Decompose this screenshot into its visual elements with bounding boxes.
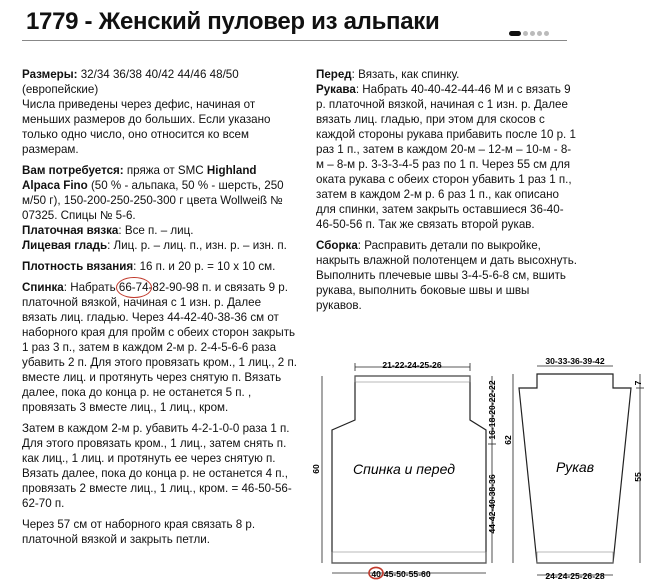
page-dot [530, 31, 535, 36]
body-bottom-width [371, 569, 430, 579]
body-piece-outline [332, 376, 486, 563]
red-circle-mark-schematic [369, 567, 383, 578]
right-column [316, 67, 578, 319]
sleeve-piece-outline [519, 374, 631, 563]
circled-stitch-text: 66-74 [118, 281, 149, 294]
left-column [22, 67, 297, 553]
page-dot [537, 31, 542, 36]
gauge-paragraph [22, 259, 297, 274]
sleeve-lower-height: 55 [633, 472, 643, 482]
gauge-text: : 16 п. и 20 р. = 10 х 10 см. [133, 260, 276, 273]
back-final-paragraph [22, 517, 297, 547]
sleeve-top-width: 30-33-36-39-42 [545, 356, 605, 366]
garter-label: Платочная вязка [22, 224, 119, 237]
body-bottom-circled-value: 40 [371, 569, 381, 579]
front-text: : Вязать, как спинку. [351, 68, 460, 81]
body-hem-band [332, 552, 486, 563]
sleeve-cuff-band [537, 552, 613, 563]
side-length: 44-42-40-38-36 [487, 474, 497, 534]
body-height: 60 [311, 464, 321, 474]
materials-label: Вам потребуется: [22, 164, 124, 177]
materials-paragraph [22, 163, 297, 253]
sizes-text: 32/34 36/38 40/42 44/46 48/50 (европейские) [22, 68, 239, 96]
sleeves-text: : Набрать 40-40-42-44-46 М и с вязать 9 р. платочной вязкой, начиная с 1 изн. р. Далее вязать лиц. гладью, при этом для скосов с каждой стороны рукава прибавить после 10 р. 1 раз 1 п., затем в каждом 20-м – 12-м – 10-м - 8-м – 8-м р. 3-3-3-4-5 раз по 1 п. Через 55 см для оката рукава с обеих сторон убавить 1 раз 1 п., затем в каждом 2-м р. 6 раз 1 п., как описано для спинки, затем закрыть оставшиеся 36-40-46-50-56 п. Так же связать второй рукав. [316, 83, 576, 231]
front-paragraph [316, 67, 578, 232]
page-dot [544, 31, 549, 36]
page-dot [523, 31, 528, 36]
sizes-note: Числа приведены через дефис, начиная от меньших размеров до больших. Если указано только одно число, оно относится ко всем размерам. [22, 98, 271, 156]
red-circle-mark [116, 277, 152, 298]
stockinette-label: Лицевая гладь [22, 239, 108, 252]
sleeve-cap-height: 7 [633, 380, 643, 386]
materials-brand: Highland Alpaca Fino [22, 164, 257, 192]
assembly-paragraph [316, 238, 578, 313]
front-label: Перед [316, 68, 352, 81]
garter-text: : Все п. – лиц. [118, 224, 194, 237]
body-neck-band [355, 376, 470, 382]
body-bottom-remaining-values: -45-50-55-60 [380, 569, 431, 579]
armhole-depth: 16-18-20-22-22 [487, 380, 497, 440]
materials-text-a: пряжа от SMC [123, 164, 207, 177]
back-text-2: Затем в каждом 2-м р. убавить 4-2-1-0-0 раза 1 п. Для этого провязать кром., 1 лиц., затем снять п. как лиц., 1 лиц. и протянуть ее через снятую п. Вязать далее, пока до конца р. не останется 4 п., провязать 2 вместе лиц., 1 лиц., кром. = 46-50-56-62-70 п. [22, 422, 292, 510]
back-paragraph [22, 280, 297, 415]
assembly-label: Сборка [316, 239, 358, 252]
sleeves-label: Рукава [316, 83, 356, 96]
sizes-label: Размеры: [22, 68, 78, 81]
page-indicator [509, 31, 549, 36]
gauge-label: Плотность вязания [22, 260, 134, 273]
back-text-1: -82-90-98 п. и связать 9 р. платочной вязкой, начиная с 1 изн. р. Далее вязать лиц. гладью. Через 44-42-40-38-36 см от наборного края для пройм с обеих сторон закрыть 1 раз 3 п., затем в каждом 2-м р. 2-4-5-6-6 раза убавить 2 п. Для этого провязать кром., 1 лиц., 2 п. вместе лиц. и протянуть через снятую п. Вязать далее, пока до конца р. не останется 5 п. , провязать 3 вместе лиц., 1 лиц., кром. [22, 281, 297, 414]
back-label: Спинка [22, 281, 64, 294]
stockinette-text: : Лиц. р. – лиц. п., изн. р. – изн. п. [107, 239, 287, 252]
title-divider [22, 40, 567, 41]
sleeve-piece-label: Рукав [555, 459, 595, 475]
sizes-paragraph [22, 67, 297, 157]
body-piece-label: Спинка и перед [353, 461, 455, 477]
sleeve-total-height: 62 [503, 435, 513, 445]
page-dot-active [509, 31, 521, 36]
circled-stitch-count [119, 280, 149, 295]
back-text-3: Через 57 см от наборного края связать 8 р. платочной вязкой и закрыть петли. [22, 518, 256, 546]
back-decrease-paragraph [22, 421, 297, 511]
page-title: 1779 - Женский пуловер из альпаки [26, 8, 440, 35]
body-top-width: 21-22-24-25-26 [382, 360, 442, 370]
assembly-text: : Расправить детали по выкройке, накрыть влажной полотенцем и дать высохнуть. Выполнить плечевые швы 3-4-5-6-8 см, вшить рукава, выполнить боковые швы и швы рукавов. [316, 239, 577, 312]
back-intro: : Набрать [63, 281, 119, 294]
sleeve-bottom-width: 24-24-25-26-28 [545, 571, 605, 581]
materials-text-b: (50 % - альпака, 50 % - шерсть, 250 м/50 г), 150-200-250-250-300 г цвета Wollweiß № 07325. Спицы № 5-6. [22, 179, 284, 222]
